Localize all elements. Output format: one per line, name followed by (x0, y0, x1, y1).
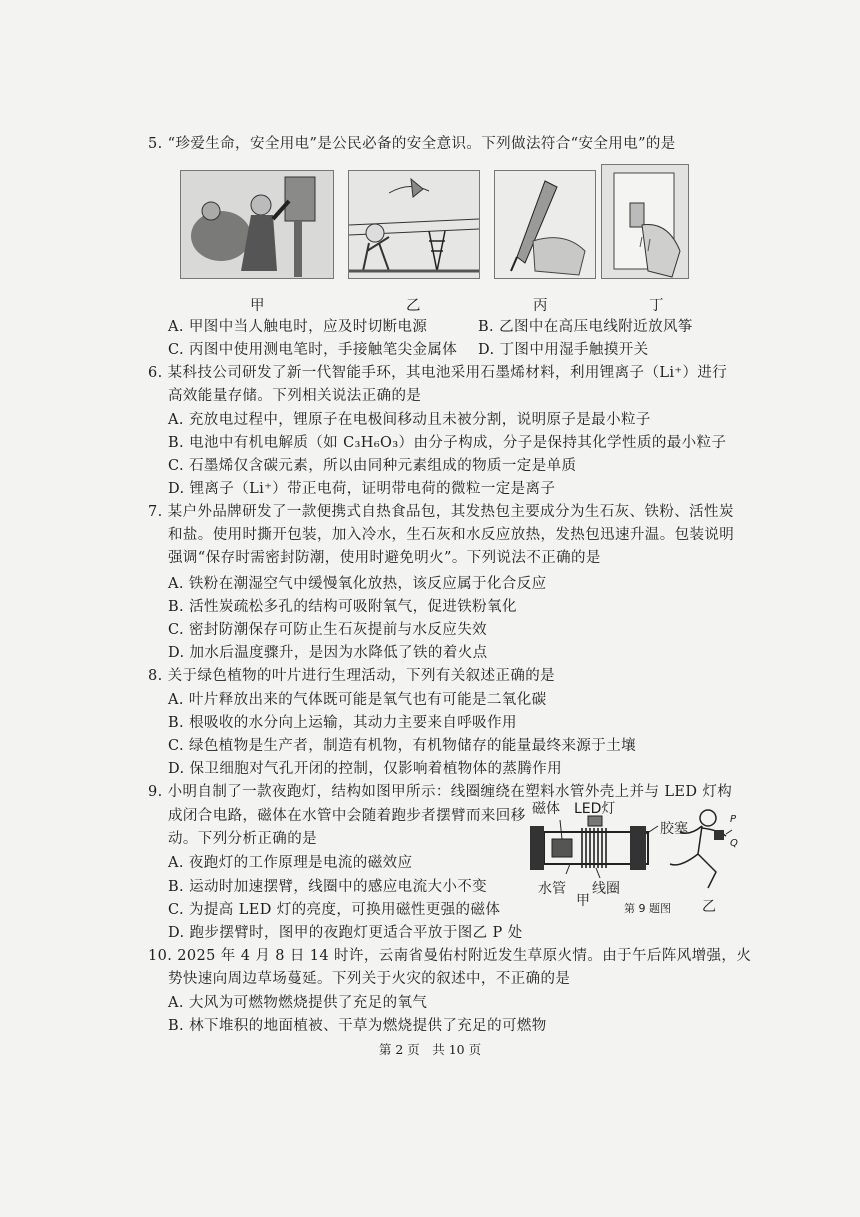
q5-caption-bing: 丙 (533, 298, 548, 314)
q8-option-b: B. 根吸收的水分向上运输，其动力主要来自呼吸作用 (168, 715, 517, 731)
q9-option-a: A. 夜跑灯的工作原理是电流的磁效应 (168, 855, 413, 871)
q10-stem-line2: 势快速向周边草场蔓延。下列关于火灾的叙述中，不正确的是 (168, 971, 571, 987)
q9-stem-line1: 9. 小明自制了一款夜跑灯，结构如图甲所示：线圈缠绕在塑料水管外壳上并与 LED 灯构 (148, 784, 733, 800)
q9-label-yi: 乙 (702, 899, 716, 915)
q5-stem: 5. “珍爱生命，安全用电”是公民必备的安全意识。下列做法符合“安全用电”的是 (148, 136, 676, 152)
q10-option-b: B. 林下堆积的地面植被、干草为燃烧提供了充足的可燃物 (168, 1018, 547, 1034)
q9-label-p: P (730, 814, 737, 825)
q9-figure (530, 796, 740, 926)
q7-stem-line2: 和盐。使用时撕开包装，加入冷水，生石灰和水反应放热，发热包迅速升温。包装说明 (168, 527, 735, 543)
q10-stem-line1: 10. 2025 年 4 月 8 日 14 时许，云南省曼佑村附近发生草原火情。由于午后阵风增强，火 (148, 948, 752, 964)
q8-option-c: C. 绿色植物是生产者，制造有机物，有机物储存的能量最终来源于土壤 (168, 738, 636, 754)
q5-caption-jia: 甲 (250, 298, 265, 314)
q8-option-a: A. 叶片释放出来的气体既可能是氧气也有可能是二氧化碳 (168, 692, 547, 708)
q6-stem-line1: 6. 某科技公司研发了新一代智能手环，其电池采用石墨烯材料，利用锂离子（Li⁺）进行 (148, 365, 728, 381)
q8-stem: 8. 关于绿色植物的叶片进行生理活动，下列有关叙述正确的是 (148, 668, 556, 684)
q5-option-c: C. 丙图中使用测电笔时，手接触笔尖金属体 (168, 342, 458, 358)
q5-caption-ding: 丁 (649, 298, 664, 314)
q6-option-c: C. 石墨烯仅含碳元素，所以由同种元素组成的物质一定是单质 (168, 458, 577, 474)
q7-stem-line3: 强调“保存时需密封防潮，使用时避免明火”。下列说法不正确的是 (168, 550, 601, 566)
q9-label-magnet: 磁体 (532, 801, 560, 817)
q5-caption-yi: 乙 (406, 298, 421, 314)
q9-stem-line3: 动。下列分析正确的是 (168, 831, 317, 847)
q9-label-plug: 胶塞 (660, 821, 688, 837)
q9-option-c: C. 为提高 LED 灯的亮度，可换用磁性更强的磁体 (168, 902, 501, 918)
q9-stem-line2: 成闭合电路，磁体在水管中会随着跑步者摆臂而来回移 (168, 808, 526, 824)
q8-option-d: D. 保卫细胞对气孔开闭的控制，仅影响着植物体的蒸腾作用 (168, 761, 563, 777)
q7-option-d: D. 加水后温度骤升，是因为水降低了铁的着火点 (168, 645, 488, 661)
q9-label-led: LED灯 (574, 801, 616, 817)
q9-label-jia: 甲 (576, 893, 590, 909)
q6-stem-line2: 高效能量存储。下列相关说法正确的是 (168, 388, 422, 404)
q5-image-jia (180, 170, 334, 279)
q7-option-b: B. 活性炭疏松多孔的结构可吸附氧气，促进铁粉氧化 (168, 599, 517, 615)
q6-option-a: A. 充放电过程中，锂原子在电极间移动且未被分割，说明原子是最小粒子 (168, 412, 651, 428)
q9-label-coil: 线圈 (592, 881, 620, 897)
q7-option-c: C. 密封防潮保存可防止生石灰提前与水反应失效 (168, 622, 487, 638)
q9-option-d: D. 跑步摆臂时，图甲的夜跑灯更适合平放于图乙 P 处 (168, 925, 523, 941)
q7-option-a: A. 铁粉在潮湿空气中缓慢氧化放热，该反应属于化合反应 (168, 576, 547, 592)
q10-option-a: A. 大风为可燃物燃烧提供了充足的氧气 (168, 995, 428, 1011)
q7-stem-line1: 7. 某户外品牌研发了一款便携式自热食品包，其发热包主要成分为生石灰、铁粉、活性炭 (148, 504, 734, 520)
q6-option-b: B. 电池中有机电解质（如 C₃H₆O₃）由分子构成，分子是保持其化学性质的最小粒子 (168, 435, 727, 451)
page-footer: 第 2 页 共 10 页 (378, 1042, 482, 1057)
q5-image-ding (601, 164, 689, 279)
q5-image-yi (348, 170, 480, 279)
q9-option-b: B. 运动时加速摆臂，线圈中的感应电流大小不变 (168, 879, 488, 895)
q5-option-a: A. 甲图中当人触电时，应及时切断电源 (168, 319, 428, 335)
q6-option-d: D. 锂离子（Li⁺）带正电荷，证明带电荷的微粒一定是离子 (168, 481, 556, 497)
q9-figure-caption: 第 9 题图 (624, 902, 671, 915)
q5-option-b: B. 乙图中在高压电线附近放风筝 (478, 319, 693, 335)
q5-image-bing (494, 170, 596, 279)
q5-option-d: D. 丁图中用湿手触摸开关 (478, 342, 649, 358)
q9-label-q: Q (730, 838, 738, 849)
q9-label-pipe: 水管 (538, 881, 566, 897)
